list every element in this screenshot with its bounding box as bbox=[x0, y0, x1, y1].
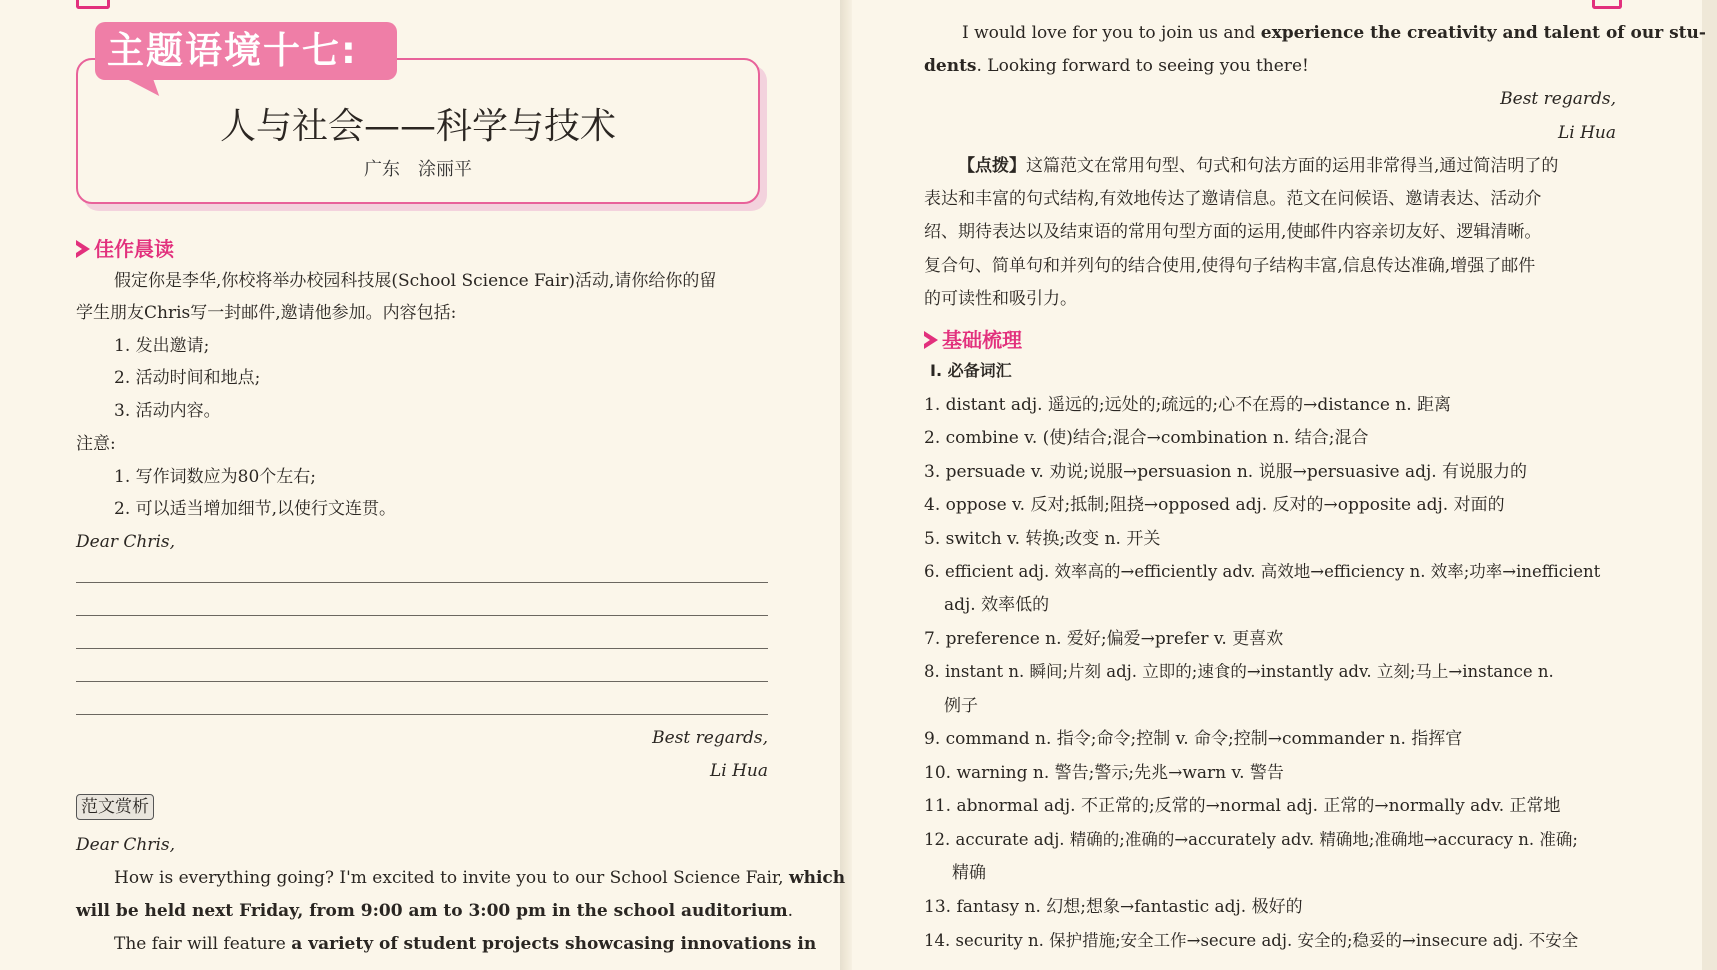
content-item: 2. 活动时间和地点; bbox=[114, 368, 261, 388]
section-title: 佳作晨读 bbox=[94, 237, 174, 261]
right-page bbox=[852, 0, 1702, 970]
section-title: 基础梳理 bbox=[942, 328, 1022, 352]
sample-salutation: Dear Chris, bbox=[76, 835, 176, 855]
salutation: Dear Chris, bbox=[76, 532, 176, 552]
writing-line bbox=[76, 714, 768, 715]
sample-paragraph-line: will be held next Friday, from 9:00 am to 3:00 pm in the school auditorium. bbox=[76, 901, 794, 921]
vocab-item: 13. fantasy n. 幻想;想象→fantastic adj. 极好的 bbox=[924, 897, 1303, 917]
writing-line bbox=[76, 615, 768, 616]
vocab-item: 6. efficient adj. 效率高的→efficiently adv. 高效地→efficiency n. 效率;功率→inefficient bbox=[924, 562, 1601, 581]
content-item: 1. 发出邀请; bbox=[114, 336, 210, 356]
vocab-item-continued: adj. 效率低的 bbox=[944, 595, 1050, 615]
writing-line bbox=[76, 648, 768, 649]
sample-paragraph-line: I would love for you to join us and experience the creativity and talent of our stu- bbox=[962, 23, 1706, 43]
note-item: 2. 可以适当增加细节,以使行文连贯。 bbox=[114, 499, 397, 519]
vocab-item-continued: 例子 bbox=[944, 696, 978, 716]
vocab-item-continued: 精确 bbox=[952, 863, 986, 883]
vocab-item: 12. accurate adj. 精确的;准确的→accurately adv. 精确地;准确地→accuracy n. 准确; bbox=[924, 830, 1578, 849]
tip-line: 复合句、简单句和并列句的结合使用,使得句子结构丰富,信息传达准确,增强了邮件 bbox=[924, 256, 1536, 276]
vocab-item: 1. distant adj. 遥远的;远处的;疏远的;心不在焉的→distance n. 距离 bbox=[924, 395, 1452, 415]
vocab-item: 3. persuade v. 劝说;说服→persuasion n. 说服→persuasive adj. 有说服力的 bbox=[924, 462, 1528, 482]
tip-line: 【点拨】这篇范文在常用句型、句式和句法方面的运用非常得当,通过简洁明了的 bbox=[958, 156, 1559, 176]
sample-essay-tag: 范文赏析 bbox=[76, 794, 154, 820]
arrow-bullet-icon bbox=[76, 240, 90, 258]
note-label: 注意: bbox=[76, 434, 116, 454]
sample-paragraph-line: dents. Looking forward to seeing you there! bbox=[924, 56, 1309, 76]
vocab-item: 14. security n. 保护措施;安全工作→secure adj. 安全的;稳妥的→insecure adj. 不安全 bbox=[924, 931, 1579, 950]
signature: Li Hua bbox=[709, 761, 768, 781]
content-item: 3. 活动内容。 bbox=[114, 401, 221, 421]
theme-badge: 主题语境十七: bbox=[95, 22, 397, 80]
prompt-line: 假定你是李华,你校将举办校园科技展(School Science Fair)活动,请你给你的留 bbox=[114, 271, 717, 291]
section-heading-basics bbox=[924, 324, 1022, 353]
vocab-item: 7. preference n. 爱好;偏爱→prefer v. 更喜欢 bbox=[924, 629, 1284, 649]
page-title: 人与社会——科学与技术 bbox=[219, 106, 616, 147]
note-item: 1. 写作词数应为80个左右; bbox=[114, 467, 316, 487]
sample-paragraph-line: How is everything going? I'm excited to invite you to our School Science Fair, which bbox=[114, 868, 846, 888]
closing: Best regards, bbox=[1500, 89, 1616, 109]
tip-line: 表达和丰富的句式结构,有效地传达了邀请信息。范文在问候语、邀请表达、活动介 bbox=[924, 189, 1542, 209]
writing-line bbox=[76, 582, 768, 583]
vocab-item: 2. combine v. (使)结合;混合→combination n. 结合;混合 bbox=[924, 428, 1369, 448]
author-line: 广东 涂丽平 bbox=[364, 159, 472, 180]
vocab-item: 5. switch v. 转换;改变 n. 开关 bbox=[924, 529, 1161, 549]
writing-line bbox=[76, 681, 768, 682]
right-margin bbox=[1702, 0, 1717, 970]
sample-paragraph-line: The fair will feature a variety of student projects showcasing innovations in bbox=[114, 934, 817, 954]
section-heading-reading bbox=[76, 233, 174, 262]
vocab-item: 11. abnormal adj. 不正常的;反常的→normal adj. 正常的→normally adv. 正常地 bbox=[924, 796, 1561, 816]
vocab-item: 4. oppose v. 反对;抵制;阻挠→opposed adj. 反对的→opposite adj. 对面的 bbox=[924, 495, 1505, 515]
page-header-mark-left bbox=[76, 0, 110, 9]
vocab-heading: Ⅰ. 必备词汇 bbox=[930, 361, 1012, 380]
page-header-mark-right bbox=[1592, 0, 1622, 9]
vocab-item: 9. command n. 指令;命令;控制 v. 命令;控制→commander n. 指挥官 bbox=[924, 729, 1463, 749]
book-gutter bbox=[840, 0, 852, 970]
tip-label: 【点拨】 bbox=[958, 156, 1026, 176]
closing: Best regards, bbox=[652, 728, 768, 748]
vocab-item: 8. instant n. 瞬间;片刻 adj. 立即的;速食的→instantly adv. 立刻;马上→instance n. bbox=[924, 662, 1554, 681]
vocab-item: 10. warning n. 警告;警示;先兆→warn v. 警告 bbox=[924, 763, 1284, 783]
tip-line: 绍、期待表达以及结束语的常用句型方面的运用,使邮件内容亲切友好、逻辑清晰。 bbox=[924, 222, 1542, 242]
arrow-bullet-icon bbox=[924, 331, 938, 349]
signature: Li Hua bbox=[1557, 123, 1616, 143]
prompt-line: 学生朋友Chris写一封邮件,邀请他参加。内容包括: bbox=[76, 303, 457, 323]
tip-line: 的可读性和吸引力。 bbox=[924, 289, 1077, 309]
